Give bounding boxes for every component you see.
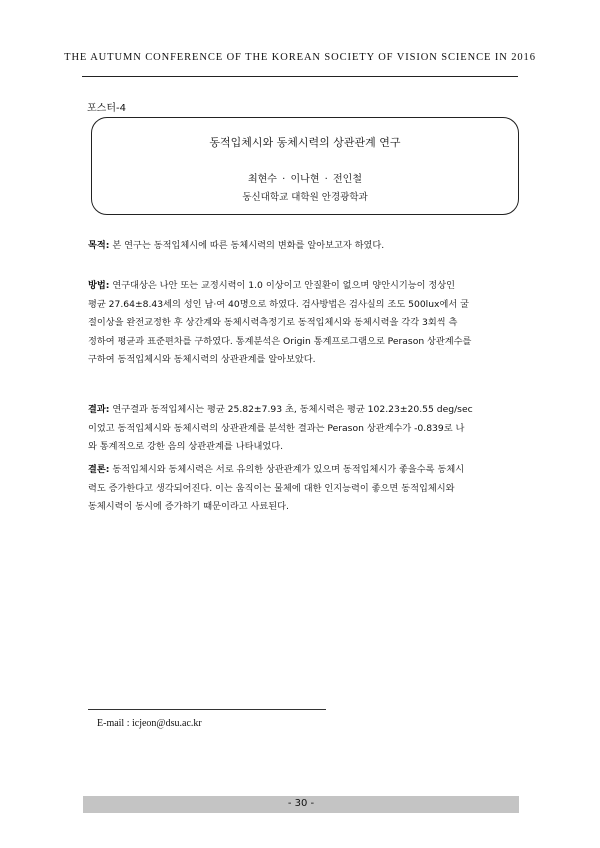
footnote-divider bbox=[88, 709, 326, 710]
section-conclusion bbox=[88, 461, 520, 517]
header-divider bbox=[82, 76, 518, 77]
authors: 최현수 · 이나현 · 전인철 bbox=[247, 174, 362, 185]
email-footnote: E-mail : icjeon@dsu.ac.kr bbox=[97, 718, 202, 729]
paper-title: 동적입체시와 동체시력의 상관관계 연구 bbox=[209, 136, 401, 149]
section-line: 본 연구는 동적입체시에 따른 동체시력의 변화를 알아보고자 하였다. bbox=[112, 240, 385, 251]
affiliation: 동신대학교 대학원 안경광학과 bbox=[242, 192, 368, 203]
section-method bbox=[88, 277, 520, 370]
section-purpose bbox=[88, 237, 520, 256]
conference-title: THE AUTUMN CONFERENCE OF THE KOREAN SOCIETY OF VISION SCIENCE IN 2016 bbox=[64, 52, 536, 63]
section-line: 동체시력이 동시에 증가하기 때문이라고 사료된다. bbox=[88, 501, 289, 512]
section-line: 구하여 동적입체시와 동체시력의 상관관계를 알아보았다. bbox=[88, 354, 316, 365]
section-line: 연구결과 동적입체시는 평균 25.82±7.93 초, 동체시력은 평균 102.23±20.55 deg/sec bbox=[112, 404, 473, 415]
section-line: 동적입체시와 동체시력은 서로 유의한 상관관계가 있으며 동적입체시가 좋을수록 동체시 bbox=[112, 464, 465, 475]
section-heading: 목적: bbox=[88, 240, 110, 251]
section-line: 연구대상은 나안 또는 교정시력이 1.0 이상이고 안질환이 없으며 양안시기능이 정상인 bbox=[112, 280, 456, 291]
section-line: 와 통계적으로 강한 음의 상관관계를 나타내었다. bbox=[88, 441, 284, 452]
section-line: 이었고 동적입체시와 동체시력의 상관관계를 분석한 결과는 Perason 상관계수가 -0.839로 나 bbox=[88, 422, 465, 434]
section-line: 력도 증가한다고 생각되어진다. 이는 움직이는 물체에 대한 인지능력이 좋으면 동적입체시와 bbox=[88, 482, 455, 494]
section-heading: 방법: bbox=[88, 280, 110, 291]
section-heading: 결과: bbox=[88, 404, 110, 415]
section-line: 절이상을 완전교정한 후 상간계와 동체시력측정기로 동적입체시와 동체시력을 각각 3회씩 측 bbox=[88, 317, 458, 328]
section-line: 평균 27.64±8.43세의 성인 남·여 40명으로 하였다. 검사방법은 검사실의 조도 500lux에서 굴 bbox=[88, 298, 470, 310]
section-results bbox=[88, 401, 520, 457]
page-number: - 30 - bbox=[287, 798, 315, 809]
section-heading: 결론: bbox=[88, 464, 110, 475]
poster-label: 포스터-4 bbox=[87, 103, 126, 114]
section-line: 정하여 평균과 표준편차를 구하였다. 통계분석은 Origin 통계프로그램으로 Perason 상관계수를 bbox=[88, 335, 472, 347]
